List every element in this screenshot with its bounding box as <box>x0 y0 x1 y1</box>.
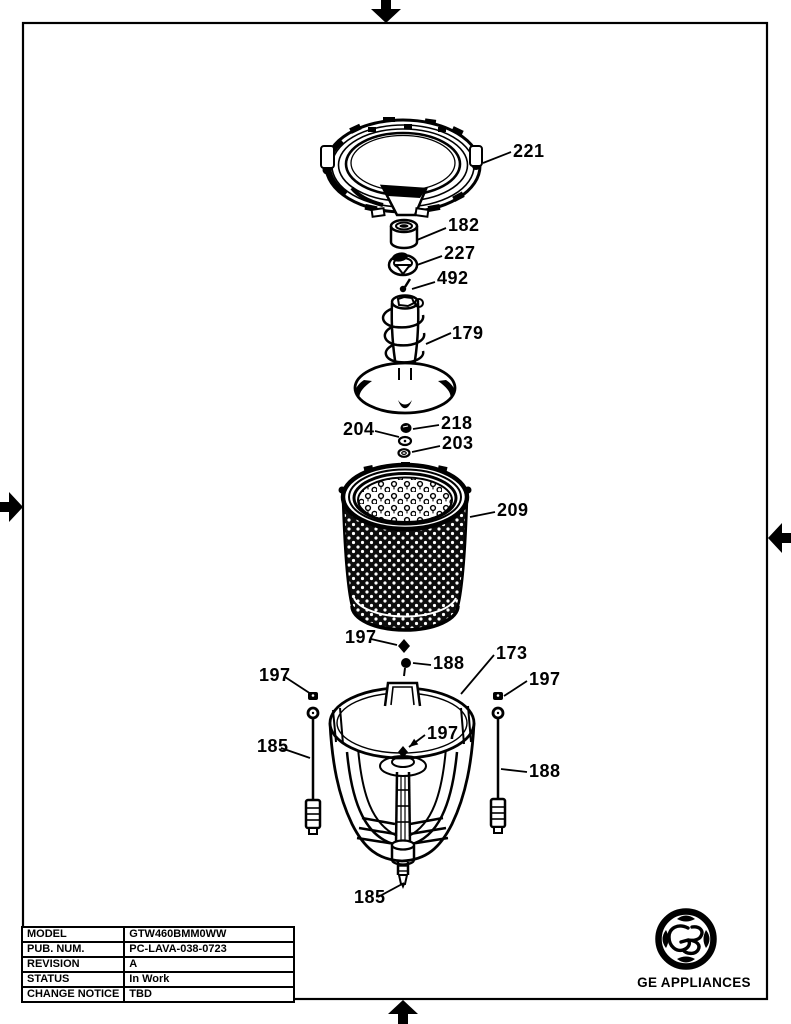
wash-basket-drawing <box>339 462 472 630</box>
part-label-197: 197 <box>529 669 561 689</box>
part-label-203: 203 <box>442 433 474 453</box>
part-label-221: 221 <box>513 141 545 161</box>
part-label-188: 188 <box>433 653 465 673</box>
bolt-492-drawing <box>400 279 410 292</box>
callout-leader-492 <box>412 282 435 289</box>
agitator-drawing <box>355 296 455 414</box>
ge-logo <box>659 912 714 967</box>
suspension-rod-right-drawing <box>491 692 505 833</box>
part-label-185: 185 <box>354 887 386 907</box>
part-label-188: 188 <box>529 761 561 781</box>
callout-leader-204 <box>375 431 399 437</box>
tub-bolts-drawing <box>398 639 411 676</box>
title-block <box>21 926 295 1003</box>
part-label-173: 173 <box>496 643 528 663</box>
suspension-rod-left-drawing <box>306 692 320 834</box>
part-label-209: 209 <box>497 500 529 520</box>
callout-leader-209 <box>470 512 495 517</box>
part-label-197: 197 <box>345 627 377 647</box>
table-row <box>22 957 294 972</box>
title-block-value: TBD <box>124 987 294 1002</box>
registration-arrow-top-icon <box>371 0 401 23</box>
callout-leader-173 <box>461 655 494 694</box>
callout-leader-188 <box>501 769 527 772</box>
part-label-182: 182 <box>448 215 480 235</box>
callout-leader-203 <box>412 446 440 452</box>
registration-arrow-left-icon <box>0 492 23 522</box>
part-label-218: 218 <box>441 413 473 433</box>
title-block-value: GTW460BMM0WW <box>124 927 294 942</box>
callout-leader-227 <box>417 256 442 265</box>
seal-drawing <box>389 251 417 275</box>
title-block-label: REVISION <box>22 957 124 972</box>
callout-leader-179 <box>426 333 451 344</box>
registration-arrow-right-icon <box>768 523 791 553</box>
title-block-label: STATUS <box>22 972 124 987</box>
callout-leader-197 <box>504 681 527 696</box>
title-block-label: MODEL <box>22 927 124 942</box>
outer-tub-drawing <box>330 683 474 889</box>
callout-leader-182 <box>417 228 446 240</box>
part-label-227: 227 <box>444 243 476 263</box>
part-label-179: 179 <box>452 323 484 343</box>
brand-name: GE APPLIANCES <box>637 975 751 990</box>
title-block-label: CHANGE NOTICE <box>22 987 124 1002</box>
bushing-drawing <box>391 220 417 248</box>
part-label-197: 197 <box>427 723 459 743</box>
title-block-value: A <box>124 957 294 972</box>
part-label-492: 492 <box>437 268 469 288</box>
title-block-value: PC-LAVA-038-0723 <box>124 942 294 957</box>
table-row <box>22 987 294 1002</box>
table-row <box>22 942 294 957</box>
callout-leader-221 <box>483 152 511 163</box>
callout-leader-218 <box>413 425 439 429</box>
part-label-204: 204 <box>343 419 375 439</box>
title-block-value: In Work <box>124 972 294 987</box>
part-label-197: 197 <box>259 665 291 685</box>
callout-leader-188 <box>413 663 431 665</box>
washer-stack-drawing <box>399 423 412 457</box>
table-row <box>22 927 294 942</box>
registration-arrow-bottom-icon <box>388 1000 418 1024</box>
title-block-label: PUB. NUM. <box>22 942 124 957</box>
part-label-185: 185 <box>257 736 289 756</box>
table-row <box>22 972 294 987</box>
tub-cover-drawing <box>321 117 482 217</box>
